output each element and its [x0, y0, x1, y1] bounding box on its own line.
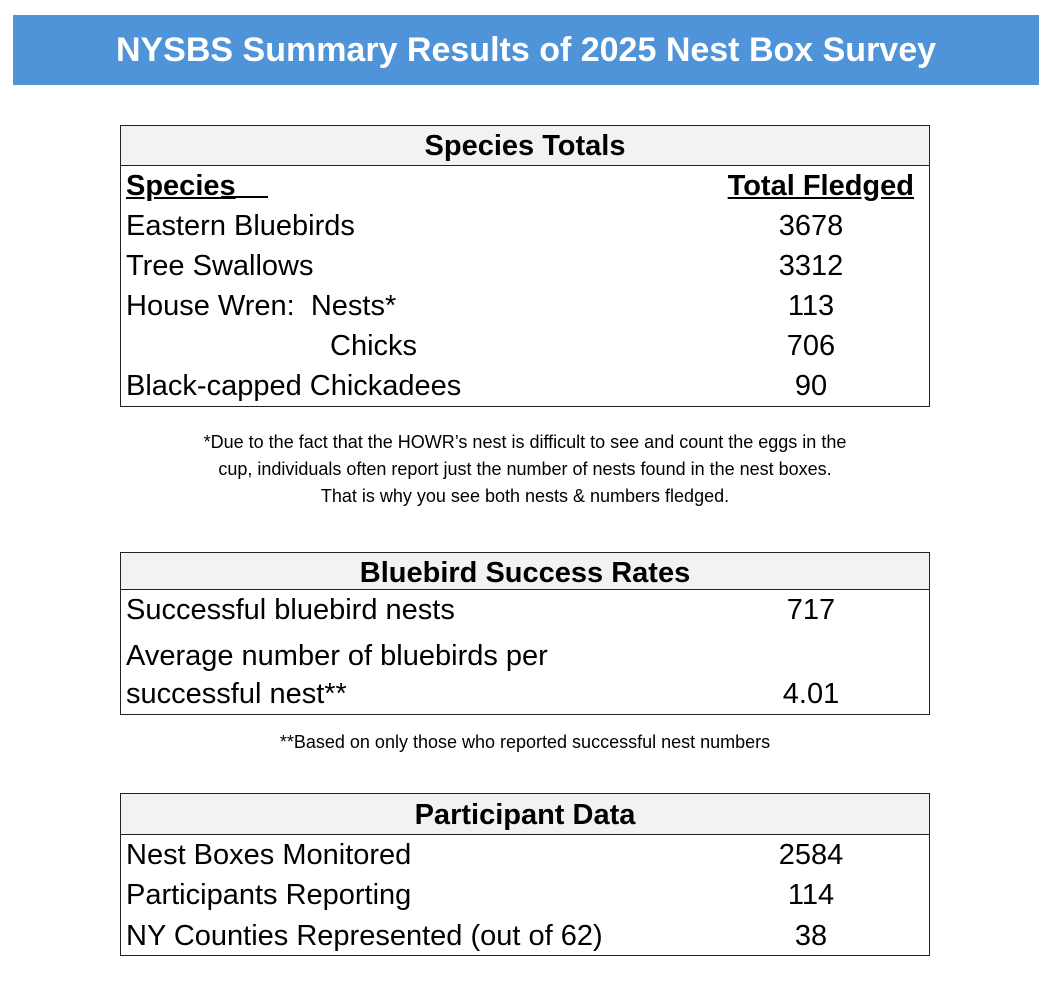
species-label: Chicks: [330, 330, 418, 362]
bluebird-success-heading: Bluebird Success Rates: [121, 553, 929, 590]
success-value: 717: [786, 594, 836, 626]
species-totals-heading: Species Totals: [121, 126, 929, 166]
species-label: Eastern Bluebirds: [126, 210, 355, 242]
success-value: 4.01: [782, 678, 840, 710]
table-row: [121, 590, 929, 634]
fledged-value: 3312: [778, 250, 844, 282]
species-footnote: [120, 429, 930, 510]
success-label: Successful bluebird nests: [126, 594, 455, 626]
participant-label: Nest Boxes Monitored: [126, 839, 412, 871]
table-row: [121, 915, 929, 955]
bluebird-success-table: [120, 552, 930, 715]
header-underline: [221, 166, 268, 198]
success-label: successful nest**: [126, 678, 347, 710]
participant-value: 114: [787, 879, 835, 911]
fledged-value: 706: [786, 330, 836, 362]
success-label: Average number of bluebirds per: [126, 640, 548, 672]
bluebird-footnote: **Based on only those who reported successful nest numbers: [279, 732, 771, 752]
table-row: [121, 286, 929, 326]
fledged-value: 113: [787, 290, 835, 322]
participant-data-table: [120, 793, 930, 956]
participant-data-heading: Participant Data: [121, 794, 929, 835]
table-row: [121, 326, 929, 366]
species-label: Black-capped Chickadees: [126, 370, 462, 402]
footnote-line: That is why you see both nests & numbers fledged.: [320, 486, 730, 506]
species-column-header: Species: [126, 170, 236, 202]
footnote-line: *Due to the fact that the HOWR’s nest is difficult to see and count the eggs in the: [203, 432, 847, 452]
species-header-row: [121, 166, 929, 206]
fledged-value: 3678: [778, 210, 844, 242]
footnote-line: cup, individuals often report just the number of nests found in the nest boxes.: [218, 459, 832, 479]
table-row: [121, 874, 929, 915]
participant-value: 2584: [778, 839, 844, 871]
species-totals-table: [120, 125, 930, 407]
participant-value: 38: [794, 920, 828, 952]
species-label: House Wren: Nests*: [126, 290, 397, 322]
fledged-value: 90: [794, 370, 828, 402]
page-title: NYSBS Summary Results of 2025 Nest Box Survey: [13, 15, 1039, 85]
species-label: Tree Swallows: [126, 250, 314, 282]
participant-label: NY Counties Represented (out of 62): [126, 920, 603, 952]
table-row: [121, 206, 929, 246]
table-row: [121, 366, 929, 406]
table-row: [121, 835, 929, 874]
table-row: [121, 246, 929, 286]
total-fledged-column-header: Total Fledged: [727, 170, 914, 202]
participant-label: Participants Reporting: [126, 879, 412, 911]
table-row: [121, 634, 929, 714]
